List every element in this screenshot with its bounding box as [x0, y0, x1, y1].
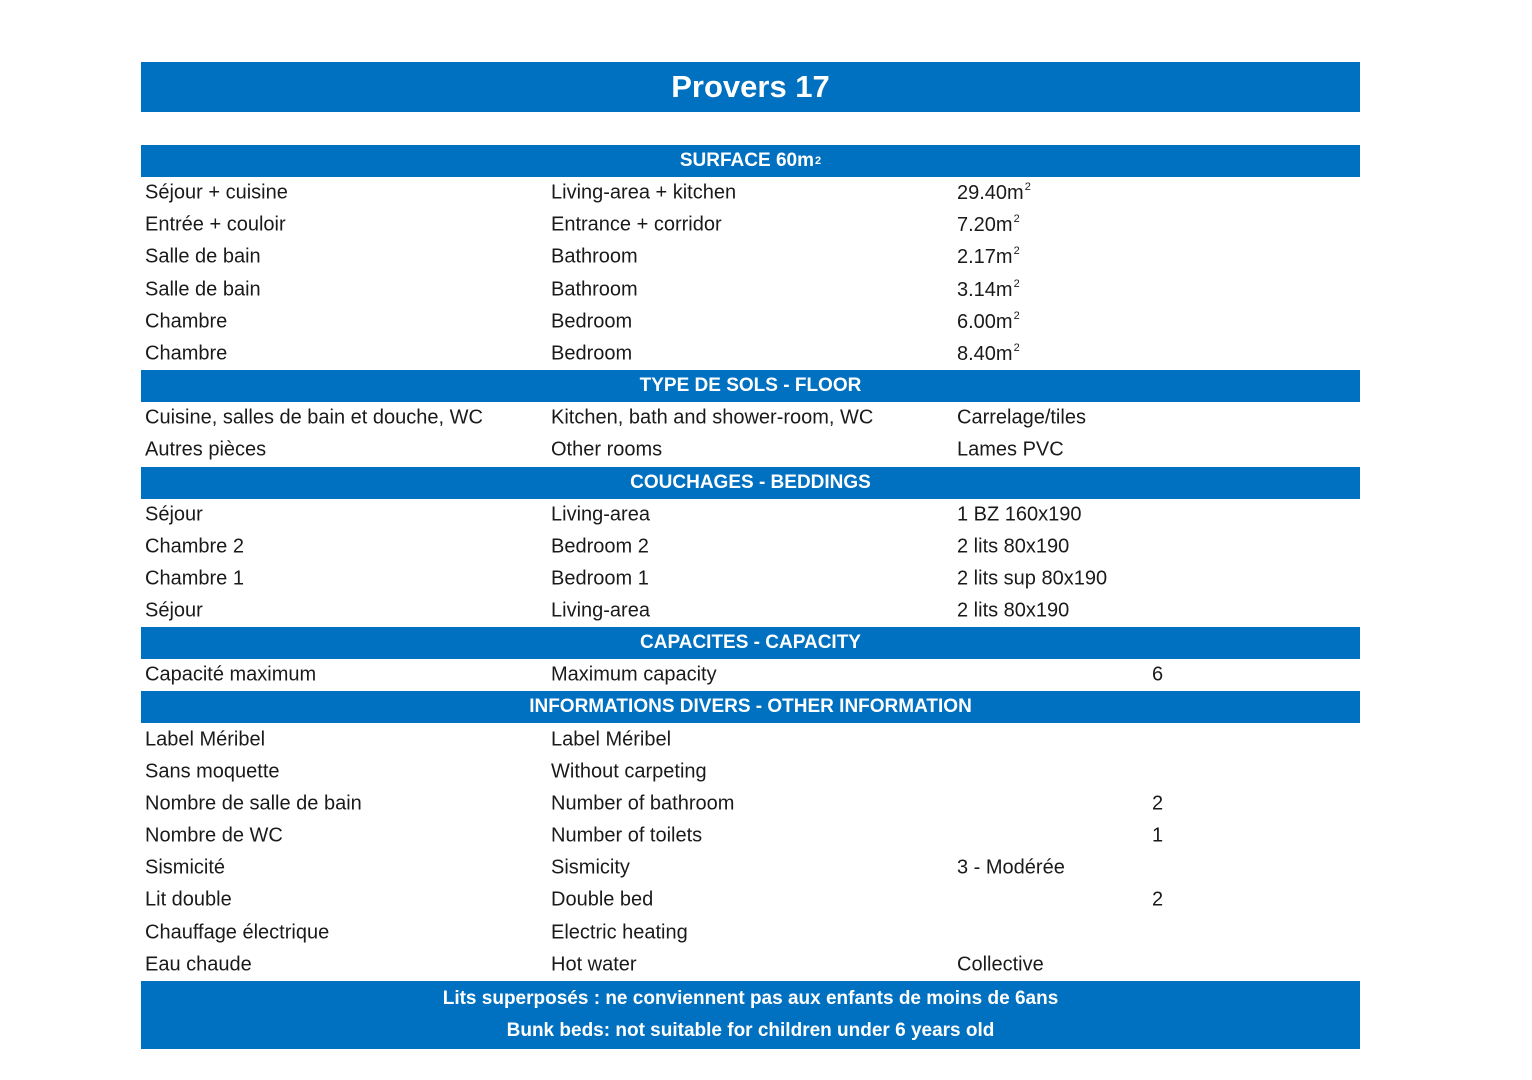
- label-en: Bedroom: [551, 342, 633, 365]
- label-en: Label Méribel: [551, 728, 672, 751]
- value-text: 2.17m: [957, 246, 1013, 269]
- superscript: 2: [1013, 309, 1020, 322]
- label-en: Hot water: [551, 953, 637, 976]
- label-fr: Salle de bain: [145, 245, 261, 268]
- table-row: [141, 659, 1360, 691]
- table-row: [141, 595, 1360, 627]
- label-fr: Nombre de WC: [145, 824, 283, 847]
- value-text: 3.14m: [957, 278, 1013, 301]
- superscript: 2: [1024, 181, 1031, 194]
- superscript: 2: [1013, 245, 1020, 258]
- value: Carrelage/tiles: [957, 406, 1086, 429]
- value-text: 29.40m: [957, 182, 1024, 205]
- table-row: [141, 820, 1360, 852]
- label-fr: Autres pièces: [145, 438, 267, 461]
- label-en: Bathroom: [551, 245, 638, 268]
- table-row: [141, 499, 1360, 531]
- count: 2: [1152, 888, 1164, 911]
- table-row: [141, 756, 1360, 788]
- table-row: [141, 434, 1360, 466]
- label-fr: Sans moquette: [145, 760, 280, 783]
- area-value: [957, 310, 1020, 334]
- label-fr: Sismicité: [145, 856, 226, 879]
- label-fr: Chambre 2: [145, 535, 244, 558]
- label-fr: Label Méribel: [145, 728, 266, 751]
- value: 2 lits 80x190: [957, 599, 1070, 622]
- table-row: [141, 402, 1360, 434]
- label-en: Number of toilets: [551, 824, 703, 847]
- table-row: [141, 949, 1360, 981]
- value-text: 6.00m: [957, 310, 1013, 333]
- property-table: [141, 145, 1360, 1049]
- label-en: Bathroom: [551, 278, 638, 301]
- warning-fr: Lits superposés : ne conviennent pas aux enfants de moins de 6ans: [442, 987, 1059, 1009]
- value: 1 BZ 160x190: [957, 503, 1082, 526]
- label-en: Number of bathroom: [551, 792, 735, 815]
- label-en: Bedroom 1: [551, 567, 649, 590]
- area-value: [957, 213, 1020, 237]
- value: Collective: [957, 953, 1044, 976]
- table-row: [141, 177, 1360, 209]
- label-fr: Lit double: [145, 888, 232, 911]
- table-row: [141, 274, 1360, 306]
- value: 2 lits 80x190: [957, 535, 1070, 558]
- table-row: [141, 852, 1360, 884]
- label-fr: Salle de bain: [145, 278, 261, 301]
- area-value: [957, 278, 1020, 302]
- label-en: Bedroom: [551, 310, 633, 333]
- label-en: Electric heating: [551, 921, 688, 944]
- superscript: 2: [1013, 277, 1020, 290]
- table-row: [141, 723, 1360, 755]
- label-en: Kitchen, bath and shower-room, WC: [551, 406, 874, 429]
- label-fr: Nombre de salle de bain: [145, 792, 362, 815]
- label-en: Maximum capacity: [551, 663, 717, 686]
- label-en: Living-area: [551, 599, 650, 622]
- table-row: [141, 531, 1360, 563]
- area-value: [957, 245, 1020, 269]
- superscript: 2: [814, 155, 822, 167]
- label-en: Sismicity: [551, 856, 630, 879]
- label-fr: Entrée + couloir: [145, 213, 286, 236]
- label-en: Entrance + corridor: [551, 213, 722, 236]
- count: 1: [1152, 824, 1164, 847]
- superscript: 2: [1013, 342, 1020, 355]
- section-title: SURFACE 60m: [679, 150, 814, 171]
- label-fr: Séjour: [145, 503, 203, 526]
- label-en: Without carpeting: [551, 760, 707, 783]
- label-en: Living-area: [551, 503, 650, 526]
- label-fr: Séjour + cuisine: [145, 181, 288, 204]
- value: 2 lits sup 80x190: [957, 567, 1108, 590]
- count: 6: [1152, 663, 1164, 686]
- label-en: Double bed: [551, 888, 654, 911]
- section-title: COUCHAGES - BEDDINGS: [630, 471, 871, 493]
- value-text: 8.40m: [957, 343, 1013, 366]
- count: 2: [1152, 792, 1164, 815]
- table-row: [141, 241, 1360, 273]
- label-en: Other rooms: [551, 438, 663, 461]
- section-header-beddings: [141, 467, 1360, 499]
- section-header-surface: [141, 145, 1360, 177]
- section-title: TYPE DE SOLS - FLOOR: [639, 375, 862, 397]
- value-text: 7.20m: [957, 214, 1013, 237]
- section-title: CAPACITES - CAPACITY: [640, 632, 861, 654]
- label-en: Bedroom 2: [551, 535, 649, 558]
- table-row: [141, 917, 1360, 949]
- bunk-bed-warning: [141, 981, 1360, 1049]
- section-header-capacity: [141, 627, 1360, 659]
- area-value: [957, 181, 1031, 205]
- value: Lames PVC: [957, 438, 1064, 461]
- superscript: 2: [1013, 213, 1020, 226]
- label-en: Living-area + kitchen: [551, 181, 737, 204]
- table-row: [141, 209, 1360, 241]
- page-title: Provers 17: [141, 62, 1360, 112]
- value: 3 - Modérée: [957, 856, 1065, 879]
- table-row: [141, 788, 1360, 820]
- section-header-floor: [141, 370, 1360, 402]
- table-row: [141, 884, 1360, 916]
- table-row: [141, 306, 1360, 338]
- label-fr: Cuisine, salles de bain et douche, WC: [145, 406, 483, 429]
- warning-en: Bunk beds: not suitable for children under 6 years old: [506, 1019, 995, 1041]
- table-row: [141, 563, 1360, 595]
- label-fr: Capacité maximum: [145, 663, 317, 686]
- label-fr: Séjour: [145, 599, 203, 622]
- label-fr: Chauffage électrique: [145, 921, 330, 944]
- section-title: INFORMATIONS DIVERS - OTHER INFORMATION: [529, 696, 972, 718]
- label-fr: Chambre: [145, 310, 228, 333]
- label-fr: Chambre: [145, 342, 228, 365]
- label-fr: Eau chaude: [145, 953, 252, 976]
- table-row: [141, 338, 1360, 370]
- label-fr: Chambre 1: [145, 567, 244, 590]
- section-header-other: [141, 691, 1360, 723]
- area-value: [957, 342, 1020, 366]
